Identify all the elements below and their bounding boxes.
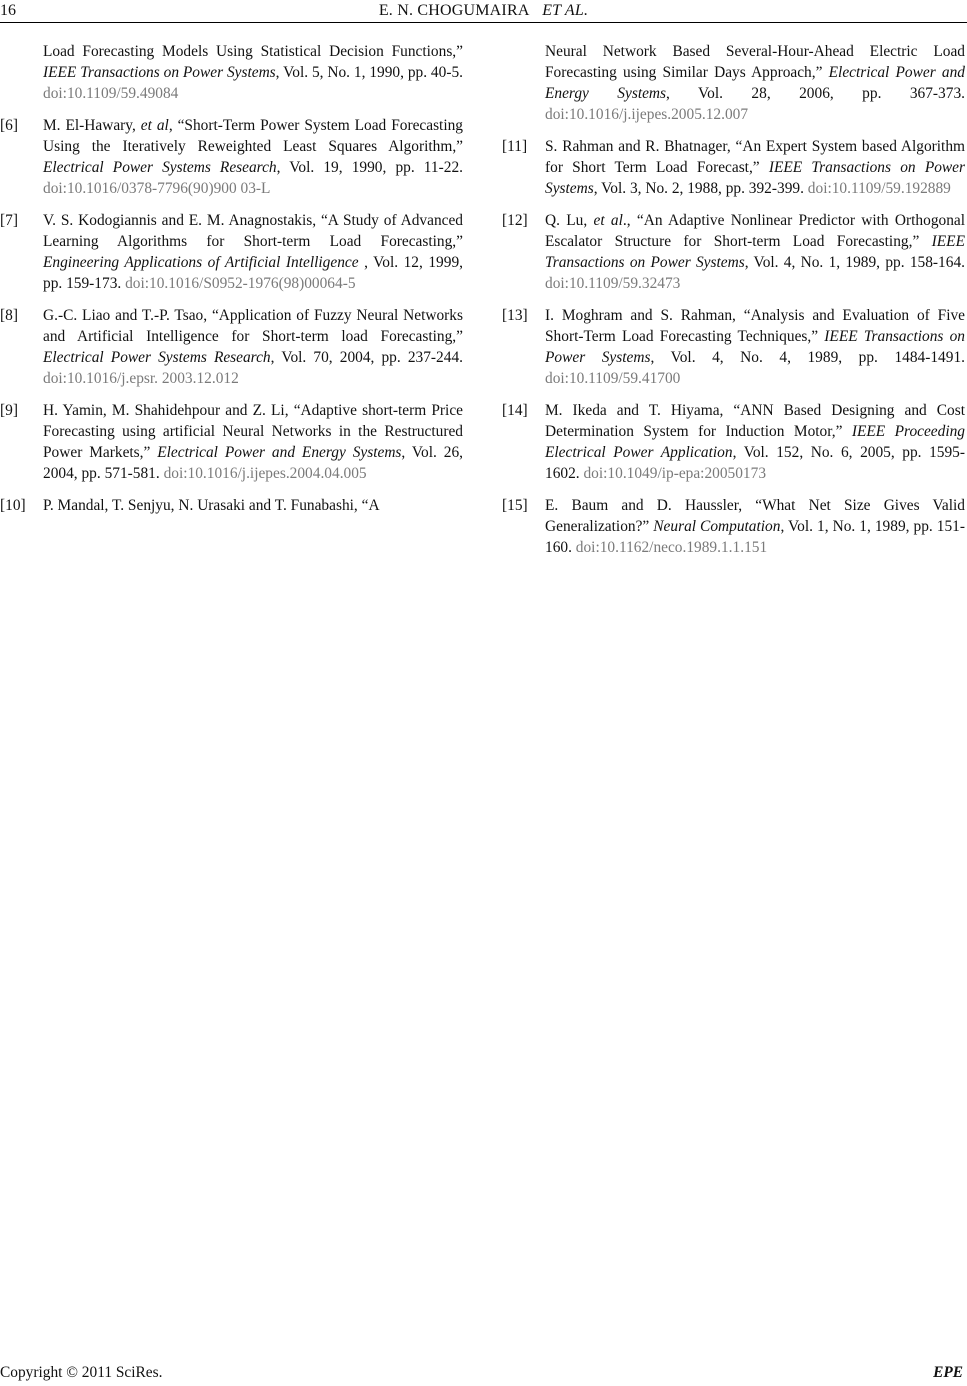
reference-text: S. Rahman and R. Bhatnager, “An Expert System based Algorithm for Short Term Load Forecast,” IEEE Transactions on Power Systems, Vol. 3, No. 2, 1988, pp. 392-399. doi:10.1109/59.192889: [545, 138, 966, 197]
reference-text: G.-C. Liao and T.-P. Tsao, “Application of Fuzzy Neural Networks and Artificial Intelligence for Short-term load Forecasting,” Electrical Power Systems Research, Vol. 70, 2004, pp. 237-244. doi:10.1016/j.epsr. 2003.12.012: [43, 307, 463, 387]
reference-text: Load Forecasting Models Using Statistical Decision Functions,” IEEE Transactions on Power Systems, Vol. 5, No. 1, 1990, pp. 40-5. doi:10.1109/59.49084: [43, 43, 463, 102]
running-title-et-al: ET AL.: [542, 2, 589, 19]
reference-13: [502, 305, 965, 389]
reference-number: [13]: [502, 307, 528, 324]
reference-6: [0, 115, 463, 199]
reference-text: M. El-Hawary, et al, “Short-Term Power System Load Forecasting Using the Iteratively Reweighted Least Squares Algorithm,” Electrical Power Systems Research, Vol. 19, 1990, pp. 11-22. doi:10.1016/0378-7796(90)900 03-L: [43, 117, 463, 197]
reference-number: [14]: [502, 402, 528, 419]
doi-link[interactable]: doi:10.1016/j.ijepes.2005.12.007: [545, 106, 749, 123]
reference-number: [9]: [0, 402, 18, 419]
reference-text: Neural Network Based Several-Hour-Ahead Electric Load Forecasting using Similar Days Approach,” Electrical Power and Energy Systems, Vol. 28, 2006, pp. 367-373. doi:10.1016/j.ijepes.2005.12.007: [545, 43, 965, 123]
doi-link[interactable]: doi:10.1016/j.ijepes.2004.04.005: [163, 465, 367, 482]
reference-11: [502, 136, 965, 199]
reference-text: V. S. Kodogiannis and E. M. Anagnostakis, “A Study of Advanced Learning Algorithms for Short-term Load Forecasting,” Engineering Applications of Artificial Intelligence , Vol. 12, 1999, pp. 159-173. doi:10.1016/S0952-1976(98)00064-5: [43, 212, 463, 292]
doi-link[interactable]: doi:10.1016/0378-7796(90)900 03-L: [43, 180, 271, 197]
page-number: 16: [0, 2, 16, 19]
reference-number: [7]: [0, 212, 18, 229]
copyright-notice: Copyright © 2011 SciRes.: [0, 1364, 163, 1381]
doi-link[interactable]: doi:10.1109/59.41700: [545, 370, 681, 387]
reference-number: [15]: [502, 497, 528, 514]
reference-text: E. Baum and D. Haussler, “What Net Size Gives Valid Generalization?” Neural Computation, Vol. 1, No. 1, 1989, pp. 151-160. doi:10.1162/neco.1989.1.1.151: [545, 497, 965, 556]
doi-link[interactable]: doi:10.1162/neco.1989.1.1.151: [575, 539, 768, 556]
reference-10: [0, 495, 463, 516]
reference-text: I. Moghram and S. Rahman, “Analysis and Evaluation of Five Short-Term Load Forecasting Techniques,” IEEE Transactions on Power Systems, Vol. 4, No. 4, 1989, pp. 1484-1491. doi:10.1109/59.41700: [545, 307, 965, 387]
reference-continuation: [502, 41, 965, 125]
header-rule: [0, 22, 967, 23]
reference-number: [11]: [502, 138, 528, 155]
reference-number: [8]: [0, 307, 18, 324]
references-right-column: [502, 41, 965, 569]
reference-number: [12]: [502, 212, 528, 229]
reference-text: M. Ikeda and T. Hiyama, “ANN Based Designing and Cost Determination System for Induction Motor,” IEEE Proceeding Electrical Power Application, Vol. 152, No. 6, 2005, pp. 1595-1602. doi:10.1049/ip-epa:20050173: [545, 402, 966, 482]
reference-continuation: [0, 41, 463, 104]
doi-link[interactable]: doi:10.1049/ip-epa:20050173: [583, 465, 767, 482]
reference-12: [502, 210, 965, 294]
running-title-authors: E. N. CHOGUMAIRA: [378, 2, 530, 19]
reference-text: H. Yamin, M. Shahidehpour and Z. Li, “Adaptive short-term Price Forecasting using artificial Neural Networks in the Restructured Power Markets,” Electrical Power and Energy Systems, Vol. 26, 2004, pp. 571-581. doi:10.1016/j.ijepes.2004.04.005: [43, 402, 463, 482]
doi-link[interactable]: doi:10.1109/59.32473: [545, 275, 681, 292]
journal-abbreviation: EPE: [933, 1364, 963, 1381]
doi-link[interactable]: doi:10.1109/59.49084: [43, 85, 179, 102]
reference-9: [0, 400, 463, 484]
running-title: [0, 2, 967, 20]
reference-text: P. Mandal, T. Senjyu, N. Urasaki and T. Funabashi, “A: [43, 497, 380, 514]
reference-text: Q. Lu, et al., “An Adaptive Nonlinear Predictor with Orthogonal Escalator Structure for Short-term Load Forecasting,” IEEE Transactions on Power Systems, Vol. 4, No. 1, 1989, pp. 158-164. doi:10.1109/59.32473: [545, 212, 966, 292]
doi-link[interactable]: doi:10.1016/S0952-1976(98)00064-5: [125, 275, 356, 292]
doi-link[interactable]: doi:10.1016/j.epsr. 2003.12.012: [43, 370, 239, 387]
page-header: [0, 0, 967, 24]
doi-link[interactable]: doi:10.1109/59.192889: [807, 180, 951, 197]
reference-15: [502, 495, 965, 558]
page-footer: [0, 1362, 967, 1386]
reference-14: [502, 400, 965, 484]
reference-number: [6]: [0, 117, 18, 134]
reference-7: [0, 210, 463, 294]
reference-number: [10]: [0, 497, 26, 514]
references-left-column: [0, 41, 463, 527]
reference-8: [0, 305, 463, 389]
